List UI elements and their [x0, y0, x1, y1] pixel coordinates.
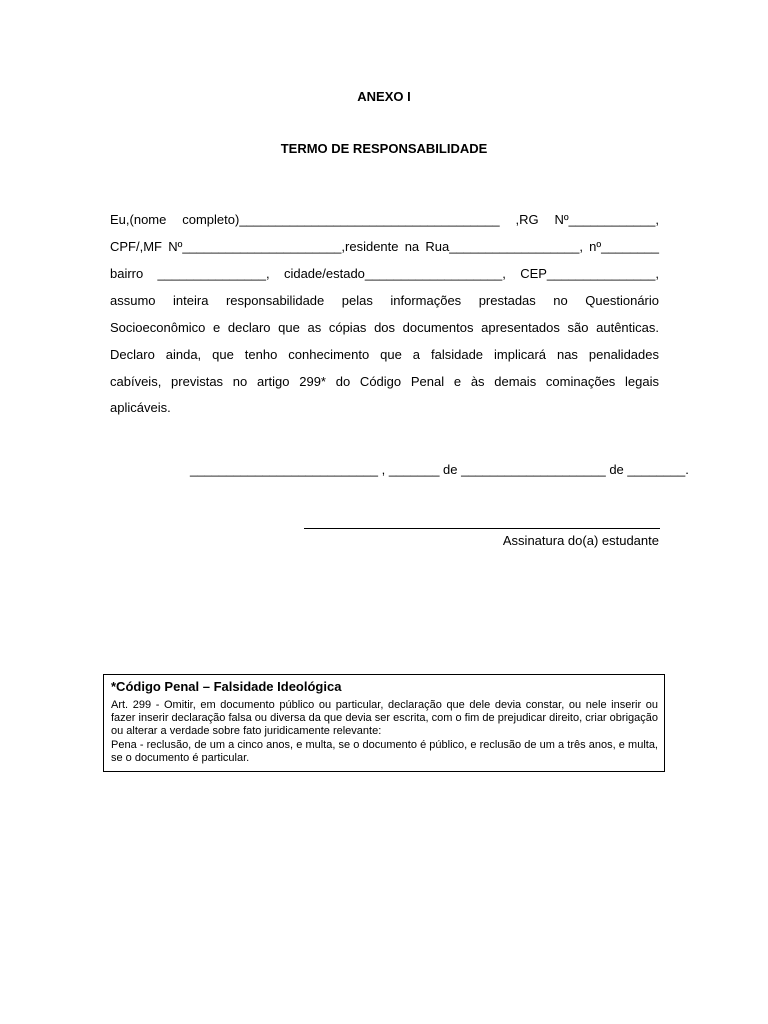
body-line-applicable: aplicáveis.: [110, 400, 171, 415]
article-299-text: Art. 299 - Omitir, em documento público ou particular, declaração que dele devia constar, ou nele inserir ou fazer inserir declaração falsa ou diversa da que devia ser escrita, com o fim de prejudicar direito, criar obrigação ou alterar a verdade sobre fato juridicamente relevante:: [111, 699, 658, 738]
body-line-penalties: cabíveis, previstas no artigo 299* do Código Penal e às demais cominações legais: [110, 374, 659, 389]
annex-title: ANEXO I: [357, 89, 411, 104]
signature-line: [304, 528, 660, 529]
penalty-text: Pena - reclusão, de um a cinco anos, e multa, se o documento é público, e reclusão de um a três anos, e multa, se o documento é particular.: [111, 738, 658, 764]
body-line-address: bairro _______________, cidade/estado___________________, CEP_______________,: [110, 266, 659, 281]
body-line-name: Eu,(nome completo)____________________________________ ,RG Nº____________,: [110, 212, 659, 227]
document-title: TERMO DE RESPONSABILIDADE: [280, 141, 488, 156]
body-line-cpf: CPF/,MF Nº______________________,residente na Rua__________________, nº________: [110, 239, 659, 254]
body-line-declaration: Declaro ainda, que tenho conhecimento que a falsidade implicará nas penalidades: [110, 347, 659, 362]
place-date-line: __________________________ , _______ de ____________________ de ________.: [190, 462, 689, 477]
penal-code-footnote-box: [103, 674, 665, 772]
footnote-title: *Código Penal – Falsidade Ideológica: [111, 679, 342, 694]
footnote-text: [111, 699, 658, 765]
body-line-socioeconomic: Socioeconômico e declaro que as cópias dos documentos apresentados são autênticas.: [110, 320, 659, 335]
body-line-responsibility: assumo inteira responsabilidade pelas informações prestadas no Questionário: [110, 293, 659, 308]
signature-label: Assinatura do(a) estudante: [502, 533, 659, 548]
